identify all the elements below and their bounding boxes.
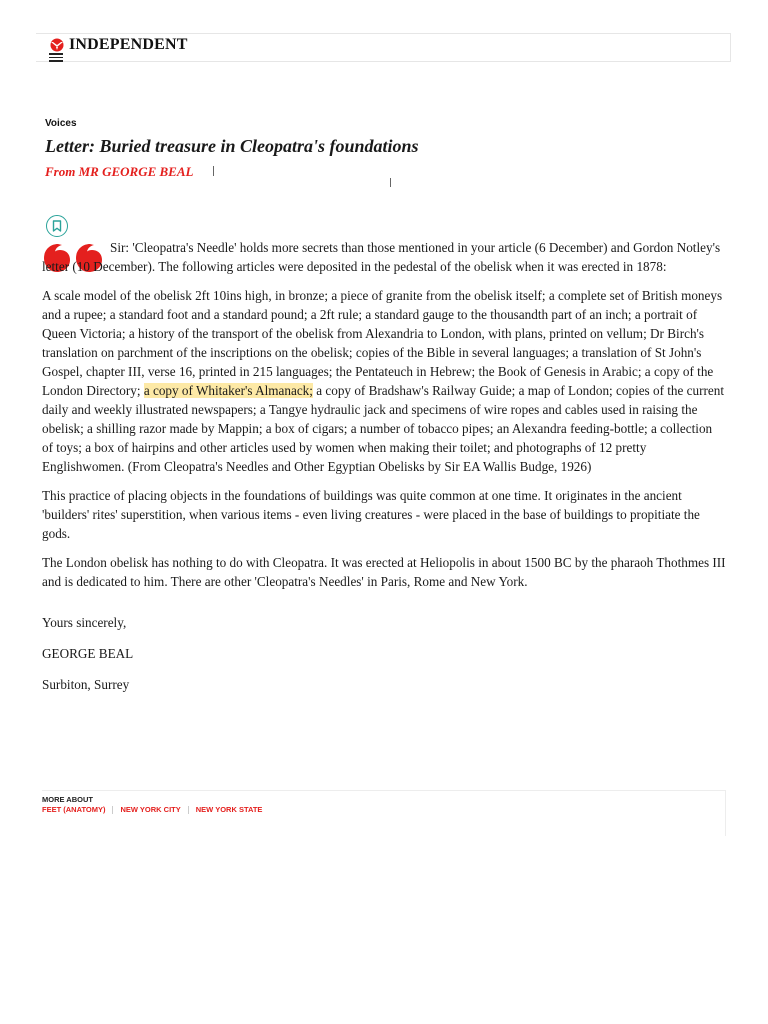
paragraph-1: Sir: 'Cleopatra's Needle' holds more secrets than those mentioned in your article (6 December) and Gordon Notley's letter (10 December). The following articles were deposited in the pedestal of the obelisk when it was erected in 1878:	[42, 240, 721, 274]
author-location: Surbiton, Surrey	[42, 677, 130, 692]
tag-divider	[112, 806, 113, 814]
byline[interactable]: From MR GEORGE BEAL	[45, 164, 194, 179]
tag-feet-anatomy[interactable]: FEET (ANATOMY)	[42, 805, 106, 814]
article-body	[42, 238, 726, 704]
logo[interactable]	[48, 37, 188, 53]
paragraph-2	[42, 286, 726, 476]
tag-divider	[188, 806, 189, 814]
logo-text: INDEPENDENT	[69, 36, 188, 53]
eagle-logo-icon	[48, 38, 66, 52]
byline-divider	[213, 166, 214, 176]
more-about	[42, 790, 726, 836]
paragraph-2-text-b: a copy of Bradshaw's Railway Guide; a map of London; copies of the current daily and weekly illustrated newspapers; a Tangye hydraulic jack and specimens of wire ropes and cables used in raising the obelisk; a shilling razor made by Mappin; a box of cigars; a number of tobacco pipes; an Alexandra feeding-bottle; a collection of toys; a box of hairpins and other articles used by women when making their toilet; and photographs of 12 pretty Englishwomen. (From Cleopatra's Needles and Other Egyptian Obelisks by Sir EA Wallis Budge, 1926)	[42, 383, 725, 474]
paragraph-2-text-a: A scale model of the obelisk 2ft 10ins high, in bronze; a piece of granite from the obelisk itself; a complete set of British moneys and a rupee; a standard foot and a standard pound; a 2ft rule; a standard gauge to the thousandth part of an inch; a portrait of Queen Victoria; a history of the transport of the obelisk from Alexandria to London, with plans, printed on vellum; Dr Birch's translation on parchment of the inscriptions on the obelisk; copies of the Bible in several languages; a translation of St John's Gospel, chapter III, verse 16, printed in 215 languages; the Pentateuch in Hebrew; the Book of Genesis in Arabic; a copy of the London Directory;	[42, 288, 723, 398]
topic-tags	[42, 805, 262, 814]
tag-new-york-state[interactable]: NEW YORK STATE	[195, 805, 263, 814]
bookmark-button[interactable]	[46, 215, 68, 237]
bookmark-icon	[52, 220, 62, 232]
meta-divider	[390, 178, 391, 187]
paragraph-3: This practice of placing objects in the foundations of buildings was quite common at one time. It originates in the ancient 'builders' rites' superstition, when various items - even living creatures - were placed in the base of buildings to propitiate the gods.	[42, 488, 700, 541]
signoff: Yours sincerely,	[42, 615, 127, 630]
article-title: Letter: Buried treasure in Cleopatra's foundations	[45, 136, 419, 156]
author-name: GEORGE BEAL	[42, 646, 134, 661]
paragraph-4: The London obelisk has nothing to do with Cleopatra. It was erected at Heliopolis in about 1500 BC by the pharaoh Thothmes III and is dedicated to him. There are other 'Cleopatra's Needles' in Paris, Rome and New York.	[42, 555, 726, 589]
section-label[interactable]: Voices	[45, 118, 77, 129]
menu-icon[interactable]	[49, 53, 63, 62]
tag-new-york-city[interactable]: NEW YORK CITY	[120, 805, 181, 814]
site-header	[36, 33, 731, 62]
highlighted-text[interactable]: a copy of Whitaker's Almanack;	[143, 383, 313, 398]
more-about-label: MORE ABOUT	[42, 795, 93, 804]
